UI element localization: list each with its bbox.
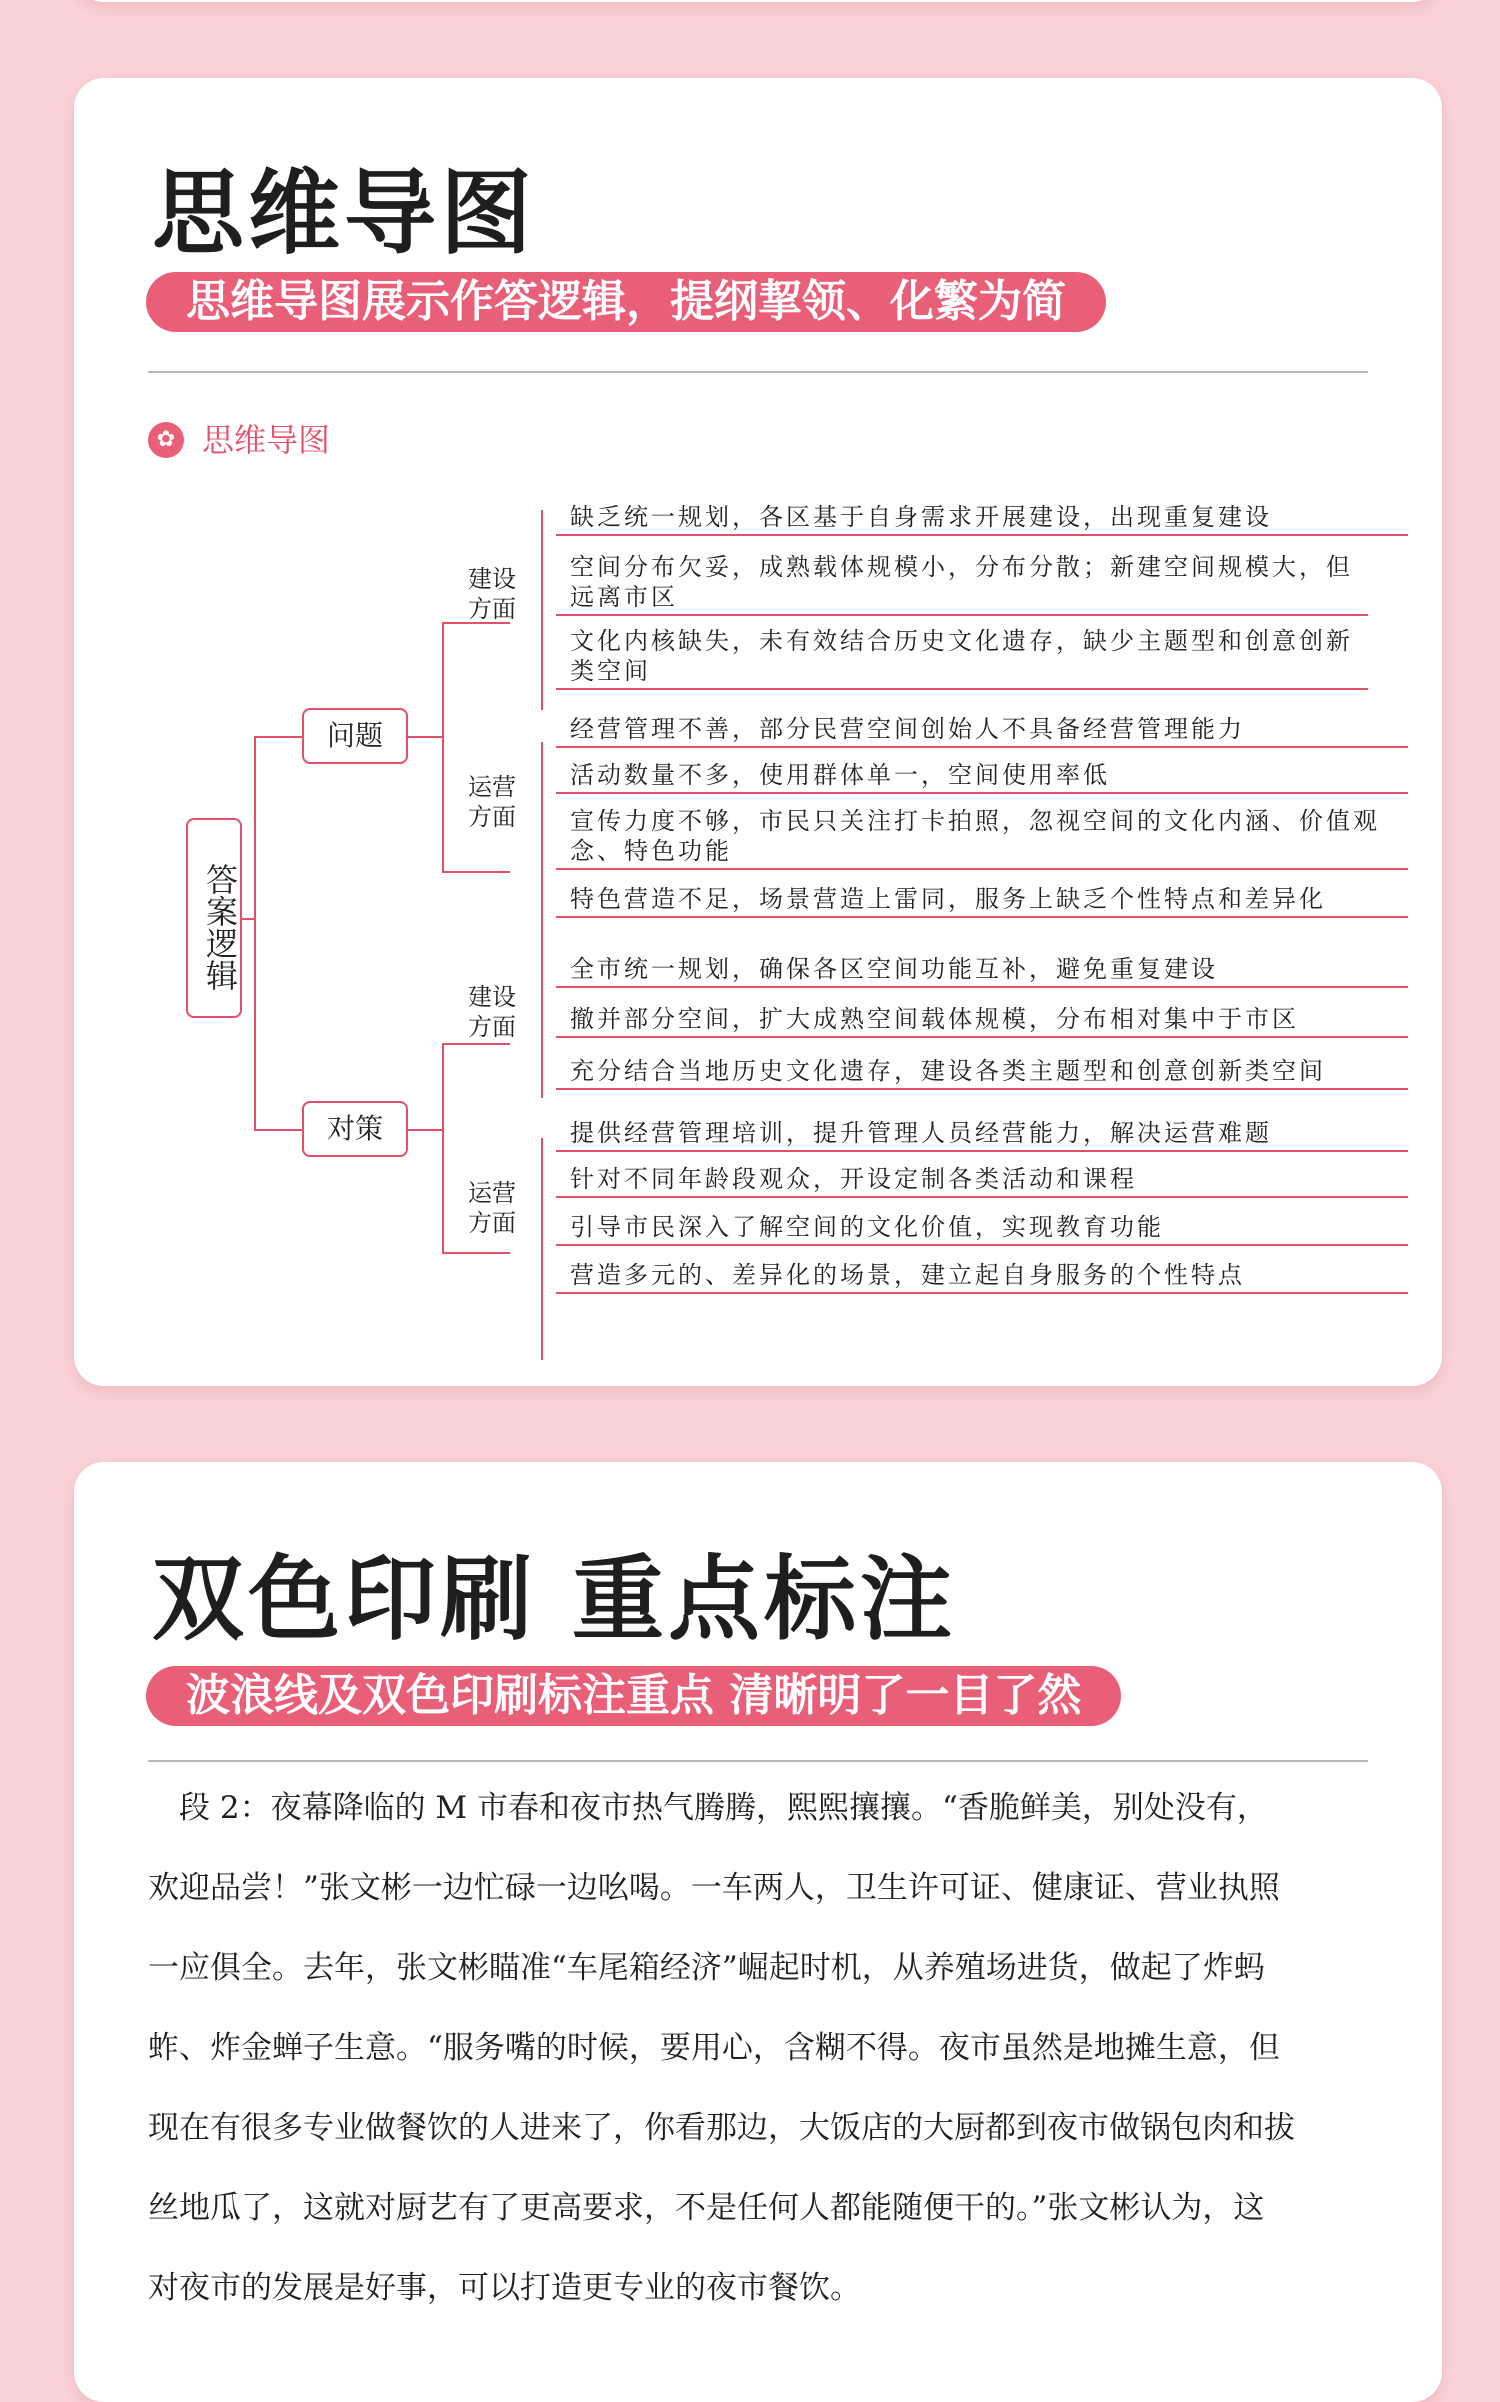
leaf-item: 充分结合当地历史文化遗存，建设各类主题型和创意创新类空间 <box>562 1056 1414 1086</box>
section-title: 双色印刷 重点标注 <box>152 1546 957 1653</box>
leaf-item: 经营管理不善，部分民营空间创始人不具备经营管理能力 <box>562 714 1414 744</box>
connector <box>541 742 543 998</box>
paragraph-line: 段 2：夜幕降临的 M 市春和夜市热气腾腾，熙熙攘攘。“香脆鲜美，别处没有， <box>148 1790 1268 1826</box>
leaf-item: 缺乏统一规划，各区基于自身需求开展建设，出现重复建设 <box>562 502 1414 532</box>
leaf-item: 撤并部分空间，扩大成熟空间载体规模，分布相对集中于市区 <box>562 1004 1414 1034</box>
paragraph-line: 对夜市的发展是好事，可以打造更专业的夜市餐饮。 <box>148 2270 861 2306</box>
leaf-item: 全市统一规划，确保各区空间功能互补，避免重复建设 <box>562 954 1414 984</box>
connector <box>408 1129 442 1131</box>
section-title: 思维导图 <box>152 160 537 267</box>
paragraph-line: 现在有很多专业做餐饮的人进来了，你看那边，大饭店的大厨都到夜市做锅包肉和拔 <box>148 2110 1295 2146</box>
connector <box>442 1252 510 1254</box>
leaf-item: 营造多元的、差异化的场景，建立起自身服务的个性特点 <box>562 1260 1414 1290</box>
flower-icon: ✿ <box>148 422 184 458</box>
leaf-item: 针对不同年龄段观众，开设定制各类活动和课程 <box>562 1164 1414 1194</box>
connector <box>442 871 510 873</box>
paragraph-line: 一应俱全。去年，张文彬瞄准“车尾箱经济”崛起时机，从养殖场进货，做起了炸蚂 <box>148 1950 1265 1986</box>
connector <box>254 1129 302 1131</box>
paragraph-line: 欢迎品尝！”张文彬一边忙碌一边吆喝。一车两人，卫生许可证、健康证、营业执照 <box>148 1870 1280 1906</box>
connector <box>242 918 254 920</box>
leaf-item: 文化内核缺失，未有效结合历史文化遗存，缺少主题型和创意创新类空间 <box>562 626 1374 686</box>
branch-problem: 问题 <box>302 708 408 764</box>
section-subtitle-pill: 波浪线及双色印刷标注重点 清晰明了一目了然 <box>146 1666 1121 1726</box>
section-subtitle-pill: 思维导图展示作答逻辑，提纲挈领、化繁为简 <box>146 272 1106 332</box>
print-card <box>74 1462 1442 2402</box>
mindmap-label-text: 思维导图 <box>202 421 331 459</box>
connector <box>541 984 543 1098</box>
divider <box>148 1760 1368 1762</box>
divider <box>148 371 1368 373</box>
connector <box>408 736 442 738</box>
group-construction: 建设方面 <box>468 983 516 1041</box>
connector <box>541 1138 543 1360</box>
group-construction: 建设方面 <box>468 565 516 623</box>
connector <box>442 622 444 872</box>
sample-paragraph <box>148 1768 1378 2328</box>
leaf-item: 特色营造不足，场景营造上雷同，服务上缺乏个性特点和差异化 <box>562 884 1414 914</box>
group-operation: 运营方面 <box>468 1179 516 1237</box>
leaf-item: 空间分布欠妥，成熟载体规模小，分布分散；新建空间规模大，但远离市区 <box>562 552 1374 612</box>
connector <box>254 736 256 1130</box>
connector <box>442 1043 444 1253</box>
connector <box>541 510 543 710</box>
branch-solution: 对策 <box>302 1101 408 1157</box>
connector <box>442 1043 510 1045</box>
mindmap-card <box>74 78 1442 1386</box>
leaf-item: 引导市民深入了解空间的文化价值，实现教育功能 <box>562 1212 1414 1242</box>
connector <box>254 736 302 738</box>
leaf-item: 提供经营管理培训，提升管理人员经营能力，解决运营难题 <box>562 1118 1414 1148</box>
leaf-item: 活动数量不多，使用群体单一，空间使用率低 <box>562 760 1414 790</box>
mindmap-root: 答案逻辑 <box>186 818 242 1018</box>
paragraph-line: 丝地瓜了，这就对厨艺有了更高要求，不是任何人都能随便干的。”张文彬认为，这 <box>148 2190 1265 2226</box>
paragraph-line: 蚱、炸金蝉子生意。“服务嘴的时候，要用心，含糊不得。夜市虽然是地摊生意，但 <box>148 2030 1280 2066</box>
top-card-edge <box>74 0 1442 2</box>
group-operation: 运营方面 <box>468 773 516 831</box>
leaf-item: 宣传力度不够，市民只关注打卡拍照，忽视空间的文化内涵、价值观念、特色功能 <box>562 806 1414 866</box>
